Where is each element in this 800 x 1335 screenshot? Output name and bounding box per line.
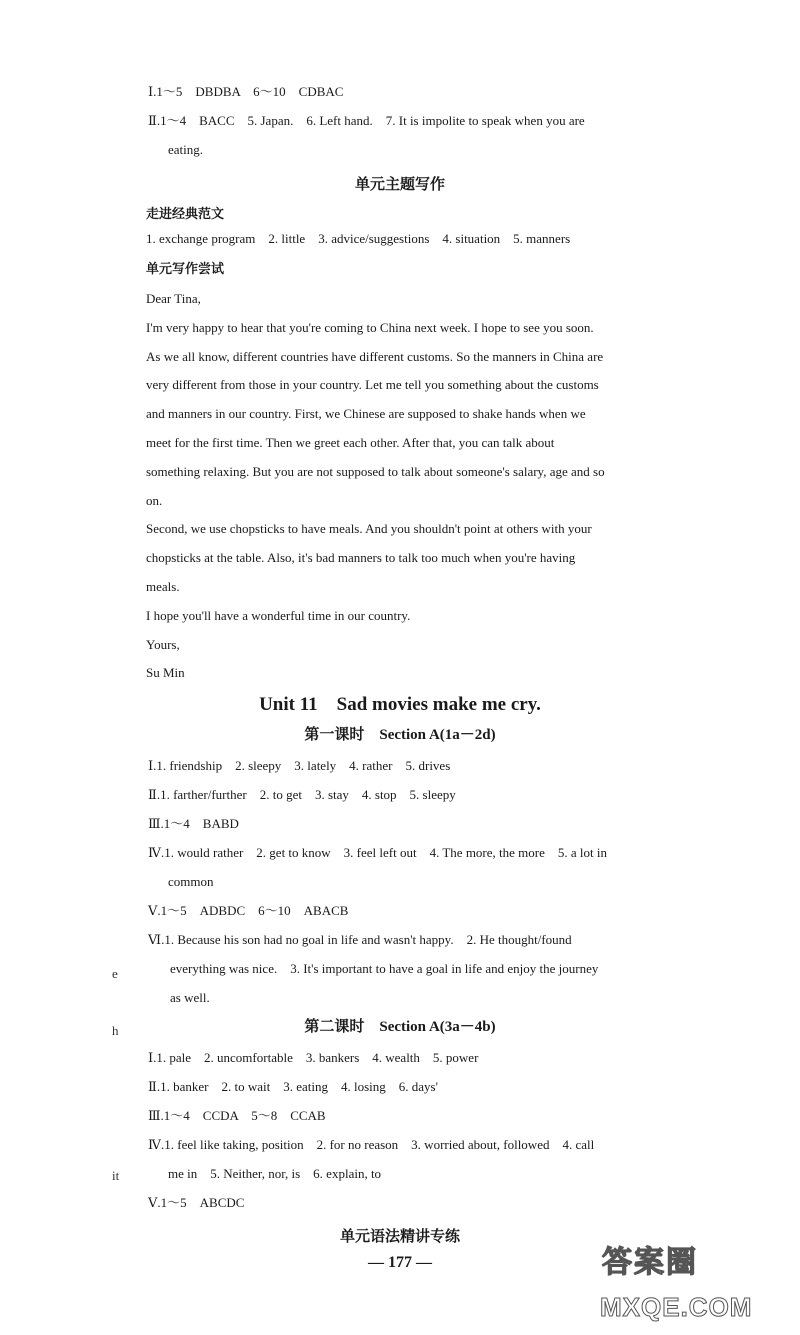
- letter-line: and manners in our country. First, we Chinese are supposed to shake hands when we: [146, 406, 586, 421]
- section-title-writing: 单元主题写作: [354, 177, 445, 193]
- letter-line: Yours,: [146, 637, 180, 652]
- answer-line: everything was nice. 3. It's important to have a goal in life and enjoy the journey: [170, 961, 599, 976]
- answer-line: Ⅱ.1～4 BACC 5. Japan. 6. Left hand. 7. It is impolite to speak when you are: [148, 113, 585, 128]
- subheading-writing-try: 单元写作尝试: [146, 261, 225, 276]
- svg-text:答案圈: 答案圈: [602, 1246, 698, 1279]
- letter-line: Second, we use chopsticks to have meals. And you shouldn't point at others with your: [146, 521, 592, 536]
- letter-line: Dear Tina,: [146, 291, 201, 306]
- letter-line: meals.: [146, 579, 180, 594]
- lesson-title: 第二课时 Section A(3a－4b): [304, 1019, 496, 1035]
- answer-line: as well.: [170, 990, 210, 1005]
- answer-line: Ⅳ.1. would rather 2. get to know 3. feel left out 4. The more, the more 5. a lot in: [148, 845, 607, 860]
- letter-line: very different from those in your country. Let me tell you something about the customs: [146, 377, 599, 392]
- page-number: — 177 —: [368, 1254, 432, 1271]
- subheading-model-essay: 走进经典范文: [146, 206, 225, 221]
- letter-line: meet for the first time. Then we greet each other. After that, you can talk about: [146, 435, 555, 450]
- answer-line: Ⅲ.1～4 CCDA 5～8 CCAB: [148, 1108, 326, 1123]
- margin-char: e: [112, 966, 118, 981]
- watermark-logo: [596, 1232, 792, 1328]
- answer-line: Ⅱ.1. farther/further 2. to get 3. stay 4. stop 5. sleepy: [148, 787, 456, 802]
- letter-line: As we all know, different countries have different customs. So the manners in China are: [146, 349, 604, 364]
- answer-line: Ⅳ.1. feel like taking, position 2. for no reason 3. worried about, followed 4. call: [148, 1137, 595, 1152]
- answer-line: Ⅰ.1～5 DBDBA 6～10 CDBAC: [148, 84, 344, 99]
- letter-line: something relaxing. But you are not supposed to talk about someone's salary, age and so: [146, 464, 605, 479]
- letter-line: I'm very happy to hear that you're coming to China next week. I hope to see you soon.: [146, 320, 594, 335]
- answer-line: Ⅱ.1. banker 2. to wait 3. eating 4. losing 6. days': [148, 1079, 438, 1094]
- svg-text:MXQE.COM: MXQE.COM: [600, 1292, 753, 1322]
- answer-line: Ⅴ.1～5 ABCDC: [148, 1195, 245, 1210]
- answer-line: Ⅵ.1. Because his son had no goal in life and wasn't happy. 2. He thought/found: [148, 932, 572, 947]
- answer-line: Ⅰ.1. pale 2. uncomfortable 3. bankers 4. wealth 5. power: [148, 1050, 479, 1065]
- letter-line: on.: [146, 493, 163, 508]
- letter-line: I hope you'll have a wonderful time in our country.: [146, 608, 411, 623]
- answer-line: eating.: [168, 142, 204, 157]
- answer-line: common: [168, 874, 214, 889]
- margin-char: h: [112, 1023, 119, 1038]
- lesson-title: 第一课时 Section A(1a－2d): [304, 727, 496, 743]
- letter-line: chopsticks at the table. Also, it's bad manners to talk too much when you're having: [146, 550, 576, 565]
- grammar-heading: 单元语法精讲专练: [339, 1229, 460, 1245]
- unit-title: Unit 11 Sad movies make me cry.: [259, 694, 541, 715]
- answer-line: 1. exchange program 2. little 3. advice/suggestions 4. situation 5. manners: [146, 231, 571, 246]
- margin-char: it: [112, 1168, 120, 1183]
- answer-line: Ⅲ.1～4 BABD: [148, 816, 239, 831]
- answer-line: Ⅰ.1. friendship 2. sleepy 3. lately 4. rather 5. drives: [148, 758, 451, 773]
- answer-line: me in 5. Neither, nor, is 6. explain, to: [168, 1166, 382, 1181]
- letter-line: Su Min: [146, 665, 185, 680]
- answer-line: Ⅴ.1～5 ADBDC 6～10 ABACB: [148, 903, 349, 918]
